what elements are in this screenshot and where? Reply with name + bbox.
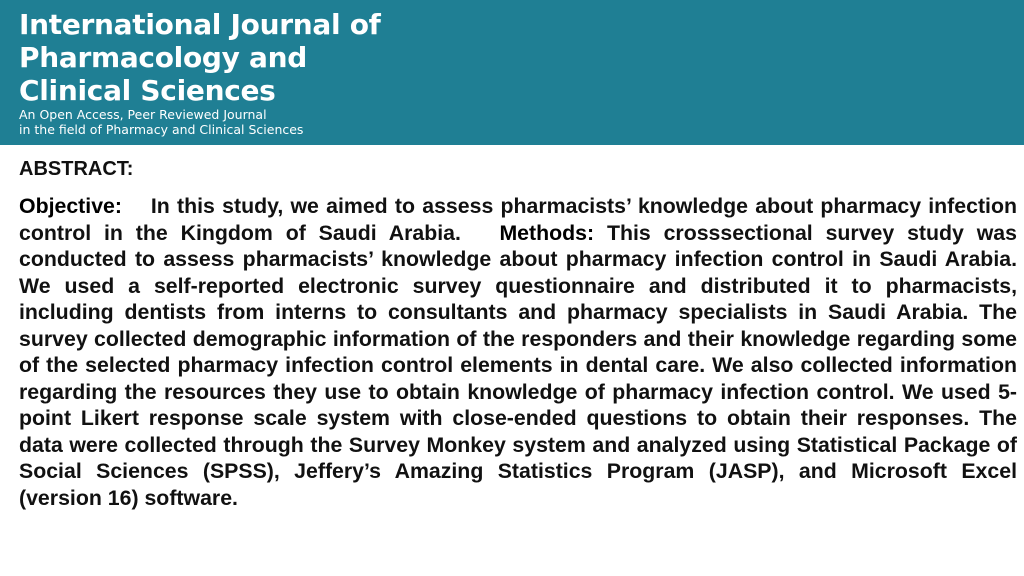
objective-text: In this study, we aimed to assess pharmacists’ knowledge about pharmacy infection control in the Kingdom of Saudi Arabia.: [19, 194, 1017, 245]
journal-title: [19, 8, 381, 107]
methods-text: This crosssectional survey study was conducted to assess pharmacists’ knowledge about pharmacy infection control in Saudi Arabia. We used a self-reported electronic survey questionnaire and distributed it to pharmacists, including dentists from interns to consultants and pharmacy specialists in Saudi Arabia. The survey collected demographic information of the responders and their knowledge regarding some of the selected pharmacy infection control elements in dental care. We also collected information regarding the resources they use to obtain knowledge of pharmacy infection control. We used 5-point Likert response scale system with close-ended questions to obtain their responses. The data were collected through the Survey Monkey system and analyzed using Statistical Package of Social Sciences (SPSS), Jeffery’s Amazing Statistics Program (JASP), and Microsoft Excel (version 16) software.: [19, 220, 1017, 510]
journal-subtitle-line-2: in the field of Pharmacy and Clinical Sciences: [19, 122, 304, 137]
objective-label: Objective:: [19, 194, 122, 218]
journal-subtitle: [19, 107, 303, 137]
journal-title-line-3: Clinical Sciences: [19, 74, 276, 107]
abstract-heading: ABSTRACT:: [19, 158, 134, 180]
methods-label: Methods:: [499, 220, 595, 245]
abstract-body: [19, 193, 1017, 511]
journal-title-line-1: International Journal of: [19, 8, 381, 41]
journal-title-line-2: Pharmacology and: [19, 41, 308, 74]
journal-banner: [0, 0, 1024, 145]
journal-subtitle-line-1: An Open Access, Peer Reviewed Journal: [19, 107, 267, 122]
